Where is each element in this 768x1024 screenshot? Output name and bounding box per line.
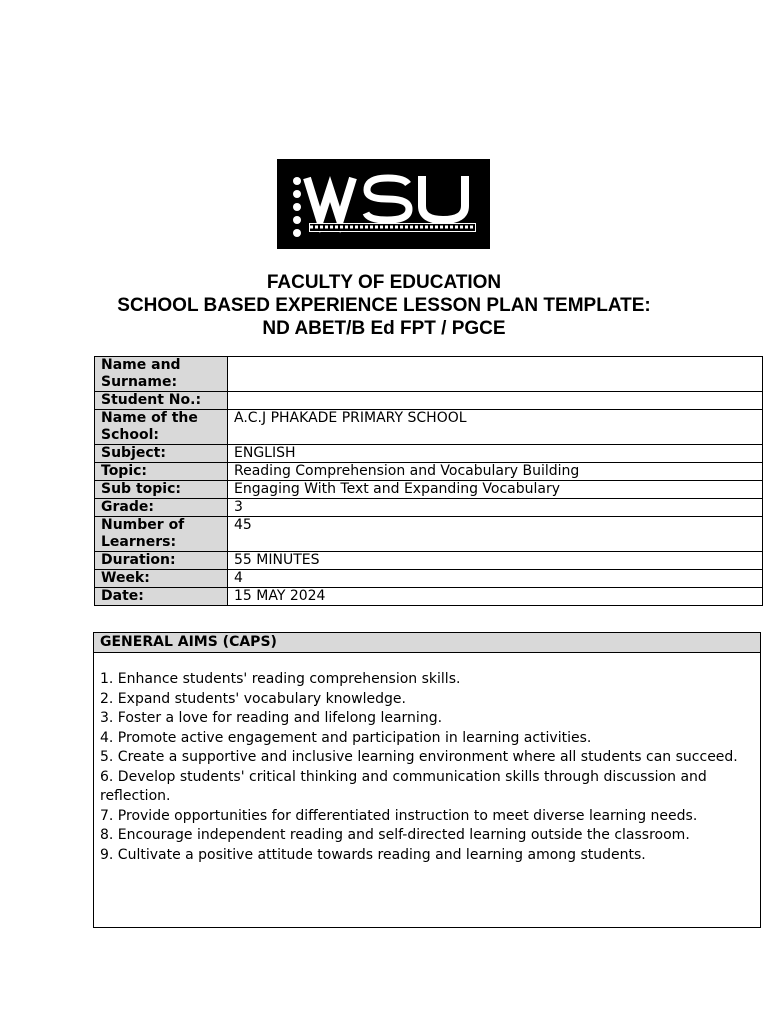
table-row (95, 499, 763, 517)
sub-topic-value: Engaging With Text and Expanding Vocabulary (228, 481, 763, 499)
list-item: 4. Promote active engagement and participation in learning activities. (100, 729, 592, 746)
table-row (95, 445, 763, 463)
table-row (95, 463, 763, 481)
list-item: 3. Foster a love for reading and lifelong learning. (100, 710, 443, 726)
school-name-label: Name of the School: (95, 410, 228, 445)
table-row (95, 357, 763, 392)
grade-label: Grade: (95, 499, 228, 517)
table-row (95, 570, 763, 588)
week-value: 4 (228, 570, 763, 588)
list-item: 9. Cultivate a positive attitude towards reading and learning among students. (100, 846, 646, 863)
duration-label: Duration: (95, 552, 228, 570)
name-surname-value (228, 357, 763, 392)
programme-title: ND ABET/B Ed FPT / PGCE (262, 318, 506, 339)
duration-value: 55 MINUTES (228, 552, 763, 570)
list-item: 2. Expand students' vocabulary knowledge. (100, 690, 406, 707)
table-row (95, 588, 763, 606)
table-row (95, 552, 763, 570)
faculty-title: FACULTY OF EDUCATION (266, 272, 502, 293)
date-label: Date: (95, 588, 228, 606)
grade-value: 3 (228, 499, 763, 517)
student-no-value (228, 392, 763, 410)
date-value: 15 MAY 2024 (228, 588, 763, 606)
sub-topic-label: Sub topic: (95, 481, 228, 499)
table-row (95, 410, 763, 445)
name-surname-label: Name and Surname: (95, 357, 228, 392)
lesson-info-table (94, 356, 763, 606)
subject-value: ENGLISH (228, 445, 763, 463)
list-item: 1. Enhance students' reading comprehension skills. (100, 671, 461, 687)
topic-value: Reading Comprehension and Vocabulary Building (228, 463, 763, 481)
list-item: 5. Create a supportive and inclusive learning environment where all students can succeed. (100, 749, 738, 765)
template-title: SCHOOL BASED EXPERIENCE LESSON PLAN TEMPLATE: (117, 295, 651, 316)
wsu-logo (277, 159, 490, 249)
wsu-logo-graphic (277, 159, 490, 249)
table-row (95, 392, 763, 410)
week-label: Week: (95, 570, 228, 588)
subject-label: Subject: (95, 445, 228, 463)
general-aims-heading: GENERAL AIMS (CAPS) (94, 633, 760, 653)
student-no-label: Student No.: (95, 392, 228, 410)
learners-value: 45 (228, 517, 763, 552)
school-name-value: A.C.J PHAKADE PRIMARY SCHOOL (228, 410, 763, 445)
table-row (95, 481, 763, 499)
learners-label: Number of Learners: (95, 517, 228, 552)
aims-list (94, 653, 760, 865)
topic-label: Topic: (95, 463, 228, 481)
list-item: 6. Develop students' critical thinking and communication skills through discussion and reflection. (100, 768, 707, 804)
general-aims-section (93, 632, 761, 928)
list-item: 7. Provide opportunities for differentiated instruction to meet diverse learning needs. (100, 807, 698, 824)
list-item: 8. Encourage independent reading and self-directed learning outside the classroom. (100, 827, 690, 843)
table-row (95, 517, 763, 552)
